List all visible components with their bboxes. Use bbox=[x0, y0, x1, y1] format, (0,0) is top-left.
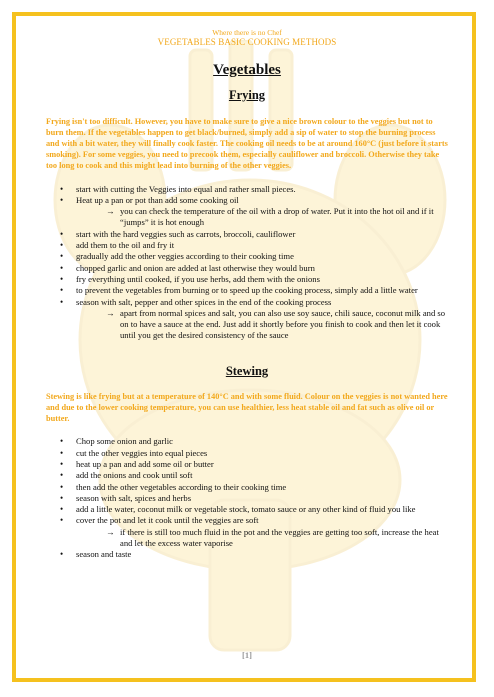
list-item bbox=[46, 297, 448, 342]
sub-item bbox=[76, 527, 448, 550]
list-item-text: cover the pot and let it cook until the veggies are soft bbox=[76, 515, 259, 526]
list-item: • cut the other veggies into equal pieces bbox=[46, 448, 448, 459]
sub-item-text: you can check the temperature of the oil with a drop of water. Put it into the hot oil and if it “jumps” it is hot enough bbox=[120, 206, 434, 228]
list-item: • then add the other vegetables according to their cooking time bbox=[46, 482, 448, 493]
page-content bbox=[46, 28, 448, 561]
page-title: Vegetables bbox=[213, 62, 281, 78]
list-item-text: Heat up a pan or pot than add some cooking oil bbox=[76, 194, 239, 205]
frying-intro: Frying isn't too difficult. However, you have to make sure to give a nice brown colour to the veggies but not to burn them. If the vegetables happen to get black/burned, simply add a sip of water to stop the burning process and with a bit water, they will finally cook faster. The cooking oil needs to be at around 160°C (just before it starts smoking). For some veggies, you need to precook them, especially cauliflower and broccoli. Otherwise they take too long to cook and this might lead into burning of the other veggies. bbox=[46, 117, 448, 170]
stewing-heading: Stewing bbox=[225, 363, 269, 378]
list-item: • gradually add the other veggies according to their cooking time bbox=[46, 251, 448, 262]
stewing-steps bbox=[46, 436, 448, 560]
list-item: • add a little water, coconut milk or vegetable stock, tomato sauce or any other kind of fluid you like bbox=[46, 504, 448, 515]
sub-item-text: if there is still too much fluid in the pot and the veggies are getting too soft, increase the heat and let the excess water vaporise bbox=[120, 526, 439, 549]
list-item: • heat up a pan and add some oil or butter bbox=[46, 459, 448, 470]
list-item: • add them to the oil and fry it bbox=[46, 240, 448, 251]
frying-steps bbox=[46, 184, 448, 342]
list-item: • Chop some onion and garlic bbox=[46, 436, 448, 447]
frying-heading: Frying bbox=[228, 88, 266, 102]
list-item: • start with cutting the Veggies into equal and rather small pieces. bbox=[46, 184, 448, 195]
list-item bbox=[46, 195, 448, 229]
header-line-2: VEGETABLES BASIC COOKING METHODS bbox=[157, 37, 337, 47]
stewing-intro: Stewing is like frying but at a temperature of 140°C and with some fluid. Colour on the veggies is not wanted here and due to the lower cooking temperature, you can use healthier, less heat stable oil and fat such as olive oil or butter. bbox=[46, 391, 448, 423]
list-item-text: season with salt, pepper and other spices in the end of the cooking process bbox=[76, 296, 332, 307]
arrow-icon: → bbox=[106, 307, 115, 318]
arrow-icon: → bbox=[106, 206, 115, 217]
list-item: • chopped garlic and onion are added at last otherwise they would burn bbox=[46, 263, 448, 274]
list-item: • season and taste bbox=[46, 549, 448, 560]
list-item: • season with salt, spices and herbs bbox=[46, 493, 448, 504]
list-item: • start with the hard veggies such as carrots, broccoli, cauliflower bbox=[46, 229, 448, 240]
list-item: • fry everything until cooked, if you use herbs, add them with the onions bbox=[46, 274, 448, 285]
list-item: • to prevent the vegetables from burning or to speed up the cooking process, simply add a little water bbox=[46, 285, 448, 296]
arrow-icon: → bbox=[106, 526, 115, 537]
sub-item bbox=[76, 206, 448, 229]
list-item: • add the onions and cook until soft bbox=[46, 470, 448, 481]
sub-item bbox=[76, 308, 448, 342]
header-line-1: Where there is no Chef bbox=[212, 28, 282, 37]
page-number: [1] bbox=[242, 650, 252, 660]
sub-item-text: apart from normal spices and salt, you can also use soy sauce, chili sauce, coconut milk and so on to have a sauce at the end. Just add it shortly before you finish to cook and then let it cook until you get the desired consistency of the sauce bbox=[120, 307, 446, 341]
list-item bbox=[46, 515, 448, 549]
